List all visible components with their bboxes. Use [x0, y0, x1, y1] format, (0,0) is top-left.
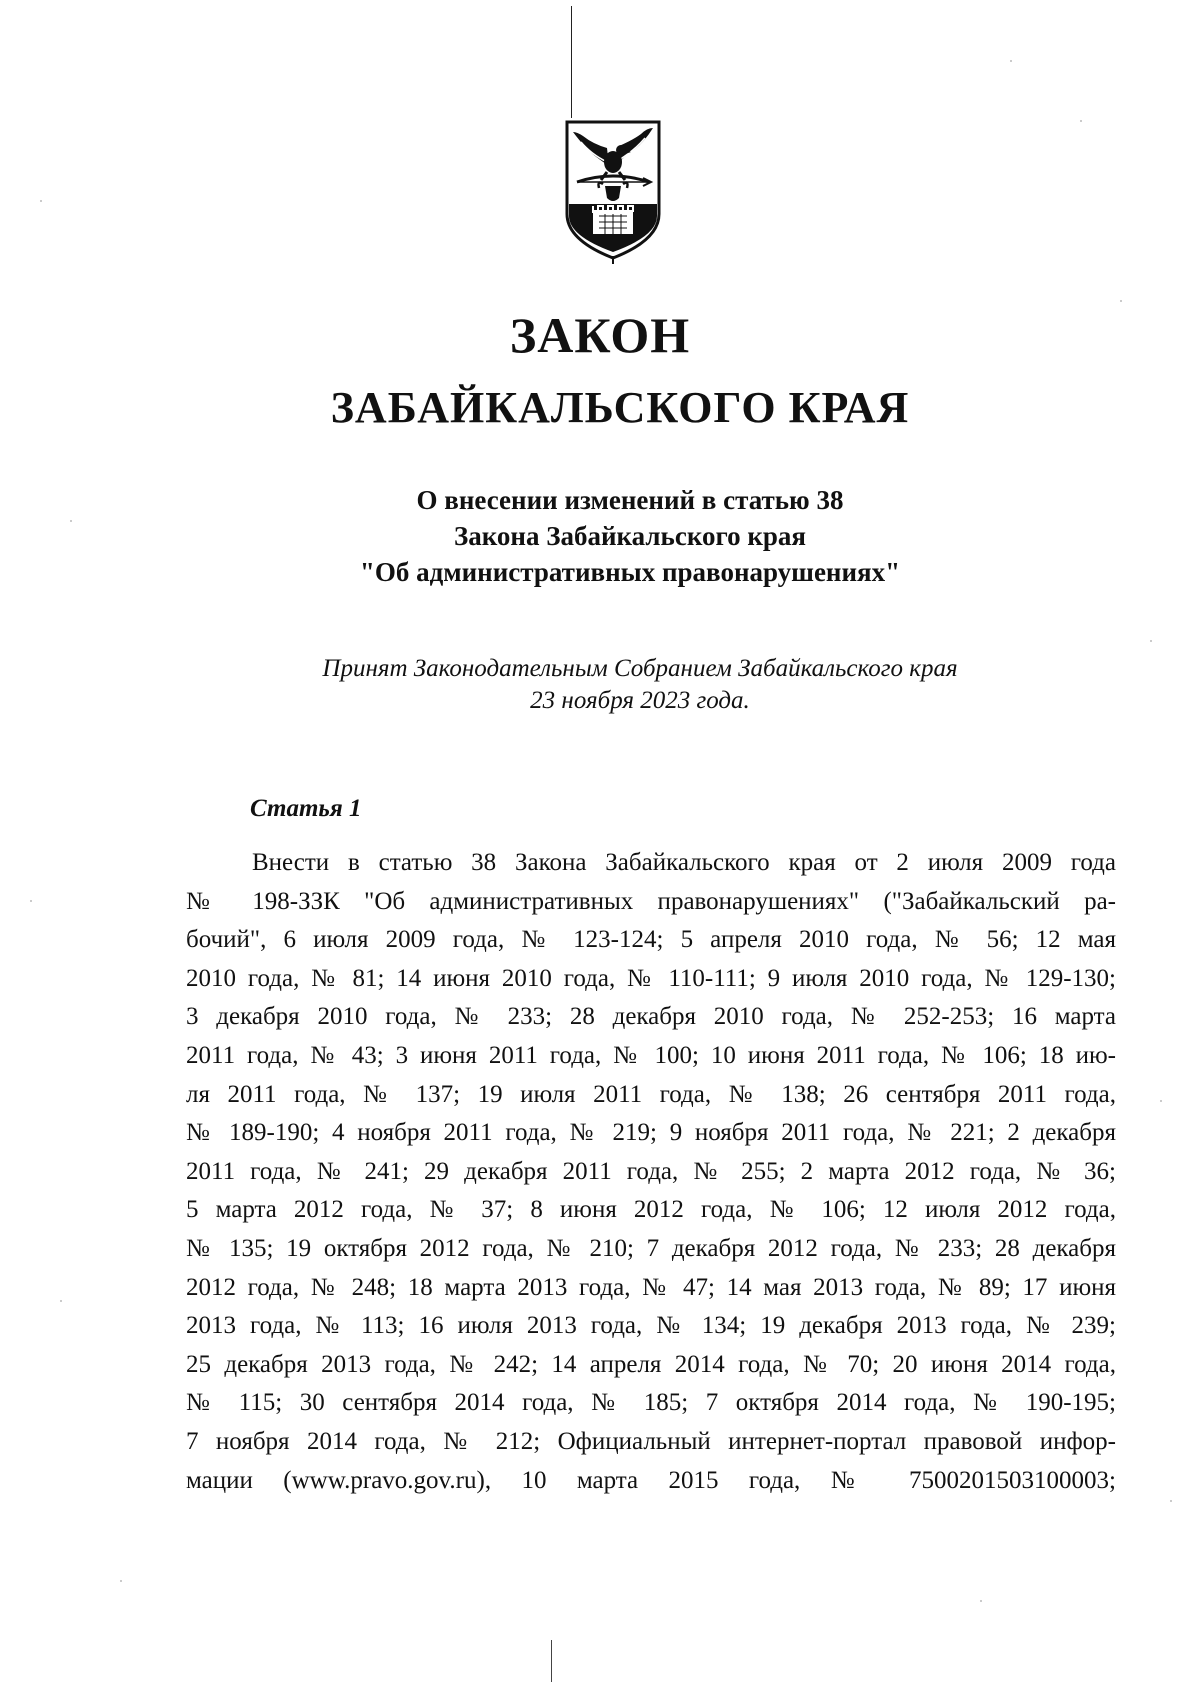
- subject-line: "Об административных правонарушениях": [359, 557, 901, 587]
- body-line: 5 марта 2012 года, № 37; 8 июня 2012 года, № 106; 12 июля 2012 года,: [186, 1196, 1116, 1224]
- coat-of-arms-icon: [563, 118, 663, 264]
- body-line: Внести в статью 38 Закона Забайкальского края от 2 июля 2009 года: [252, 849, 1116, 876]
- article-body: [186, 844, 1116, 1500]
- body-line: 2010 года, № 81; 14 июня 2010 года, № 110-111; 9 июля 2010 года, № 129-130;: [186, 964, 1116, 992]
- body-line: 7 ноября 2014 года, № 212; Официальный интернет-портал правовой инфор-: [186, 1427, 1116, 1455]
- body-line: № 198-ЗЗК "Об административных правонарушениях" ("Забайкальский ра-: [186, 887, 1116, 915]
- body-line: бочий", 6 июля 2009 года, № 123-124; 5 апреля 2010 года, № 56; 12 мая: [186, 926, 1116, 954]
- body-line: 2012 года, № 248; 18 марта 2013 года, № 47; 14 мая 2013 года, № 89; 17 июня: [186, 1273, 1116, 1301]
- body-line: 25 декабря 2013 года, № 242; 14 апреля 2014 года, № 70; 20 июня 2014 года,: [186, 1350, 1116, 1378]
- law-subject-heading: [290, 482, 970, 590]
- scan-margin-line-top: [571, 6, 572, 118]
- body-line: 2013 года, № 113; 16 июля 2013 года, № 134; 19 декабря 2013 года, № 239;: [186, 1312, 1116, 1340]
- body-line: ля 2011 года, № 137; 19 июля 2011 года, № 138; 26 сентября 2011 года,: [186, 1080, 1116, 1108]
- adoption-note: [240, 653, 1040, 717]
- issuer-title: ЗАБАЙКАЛЬСКОГО КРАЯ: [330, 383, 910, 432]
- subject-line: Закона Забайкальского края: [453, 521, 807, 551]
- adoption-line: Принят Законодательным Собранием Забайкальского края: [322, 655, 958, 682]
- document-type-title: ЗАКОН: [509, 307, 691, 363]
- body-line: 2011 года, № 43; 3 июня 2011 года, № 100; 10 июня 2011 года, № 106; 18 ию-: [186, 1041, 1116, 1069]
- article-heading: Статья 1: [250, 795, 362, 822]
- body-line: № 135; 19 октября 2012 года, № 210; 7 декабря 2012 года, № 233; 28 декабря: [186, 1234, 1116, 1262]
- body-line: № 189-190; 4 ноября 2011 года, № 219; 9 ноября 2011 года, № 221; 2 декабря: [186, 1119, 1116, 1147]
- scan-margin-line-bottom: [551, 1640, 552, 1682]
- body-line: мации (www.pravo.gov.ru), 10 марта 2015 года, № 7500201503100003;: [186, 1466, 1116, 1494]
- body-line: 2011 года, № 241; 29 декабря 2011 года, № 255; 2 марта 2012 года, № 36;: [186, 1157, 1116, 1185]
- adoption-date: 23 ноября 2023 года.: [530, 687, 750, 714]
- subject-line: О внесении изменений в статью 38: [416, 485, 844, 515]
- body-line: 3 декабря 2010 года, № 233; 28 декабря 2010 года, № 252-253; 16 марта: [186, 1003, 1116, 1031]
- body-line: № 115; 30 сентября 2014 года, № 185; 7 октября 2014 года, № 190-195;: [186, 1389, 1116, 1417]
